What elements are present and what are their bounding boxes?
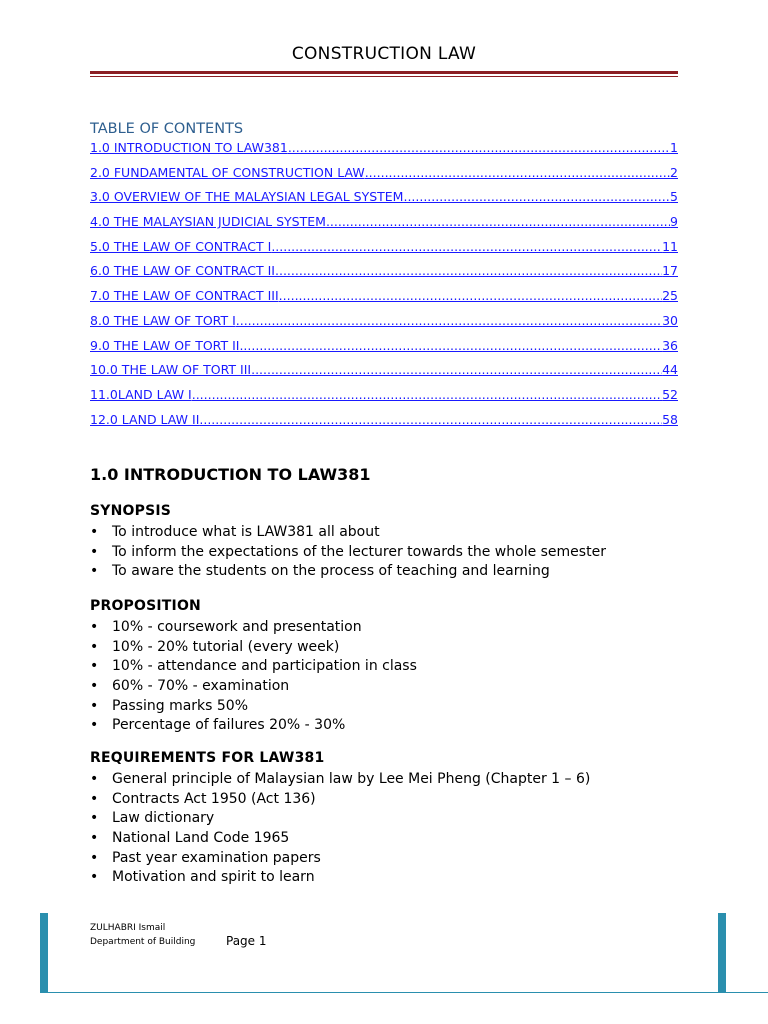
toc-entry-page: 11 <box>662 238 678 254</box>
toc-entry[interactable] <box>90 140 678 165</box>
footer-accent-right <box>718 913 726 993</box>
toc-leader <box>365 165 670 180</box>
toc-leader <box>326 214 670 229</box>
proposition-block <box>90 598 690 736</box>
list-item: • Past year examination papers <box>90 849 690 869</box>
list-item: • 60% - 70% - examination <box>90 677 690 697</box>
footer-accent-left <box>40 913 48 993</box>
title-rule-thin <box>90 76 678 77</box>
list-item: • National Land Code 1965 <box>90 829 690 849</box>
toc-entry[interactable] <box>90 263 678 288</box>
toc-entry[interactable] <box>90 338 678 363</box>
toc-leader <box>403 189 670 204</box>
footer-rule <box>40 992 768 993</box>
proposition-heading: PROPOSITION <box>90 598 201 614</box>
toc-leader <box>251 362 662 377</box>
toc-entry[interactable] <box>90 387 678 412</box>
list-item: • Law dictionary <box>90 809 690 829</box>
toc-entry-page: 1 <box>670 140 678 155</box>
requirements-block <box>90 750 690 888</box>
toc-entry[interactable] <box>90 313 678 338</box>
synopsis-block <box>90 503 690 582</box>
toc-entry-label: 10.0 THE LAW OF TORT III <box>90 362 252 378</box>
document-title: CONSTRUCTION LAW <box>291 44 477 64</box>
toc-entry-page: 44 <box>662 362 678 378</box>
list-item: • Motivation and spirit to learn <box>90 868 690 888</box>
toc-leader <box>239 338 662 353</box>
toc-entry-page: 5 <box>670 189 678 205</box>
synopsis-heading: SYNOPSIS <box>90 503 172 519</box>
toc-entry-label: 11.0LAND LAW I <box>90 386 192 402</box>
toc-entry-page: 9 <box>670 214 678 230</box>
toc-entry-page: 58 <box>662 411 678 427</box>
toc-entry-label: 6.0 THE LAW OF CONTRACT II <box>90 263 275 279</box>
toc-entry-label: 12.0 LAND LAW II <box>90 411 200 427</box>
list-item: • Percentage of failures 20% - 30% <box>90 716 690 736</box>
list-item: • To inform the expectations of the lecturer towards the whole semester <box>90 543 690 563</box>
toc-entry[interactable] <box>90 362 678 387</box>
footer-author: ZULHABRI Ismail <box>90 923 166 933</box>
toc-entry-page: 25 <box>662 288 678 304</box>
list-item: • General principle of Malaysian law by Lee Mei Pheng (Chapter 1 – 6) <box>90 770 690 790</box>
table-of-contents <box>90 140 678 436</box>
synopsis-list <box>90 523 690 582</box>
footer-department: Department of Building <box>90 937 196 947</box>
toc-leader <box>271 239 662 254</box>
toc-leader <box>288 140 670 155</box>
toc-leader <box>192 387 662 402</box>
toc-entry-label: 8.0 THE LAW OF TORT I <box>90 312 236 328</box>
list-item: • 10% - attendance and participation in class <box>90 657 690 677</box>
toc-entry-page: 30 <box>662 312 678 328</box>
toc-heading: TABLE OF CONTENTS <box>90 121 244 137</box>
toc-entry[interactable] <box>90 214 678 239</box>
list-item: • To introduce what is LAW381 all about <box>90 523 690 543</box>
toc-entry[interactable] <box>90 288 678 313</box>
toc-entry-label: 5.0 THE LAW OF CONTRACT I <box>90 238 272 254</box>
list-item: • To aware the students on the process of teaching and learning <box>90 562 690 582</box>
proposition-list <box>90 618 690 736</box>
toc-entry-label: 3.0 OVERVIEW OF THE MALAYSIAN LEGAL SYSTEM <box>90 189 404 205</box>
requirements-list <box>90 770 690 888</box>
list-item: • Passing marks 50% <box>90 697 690 717</box>
section-title: 1.0 INTRODUCTION TO LAW381 <box>90 465 371 484</box>
requirements-heading: REQUIREMENTS FOR LAW381 <box>90 750 325 766</box>
toc-entry-page: 2 <box>670 164 678 180</box>
toc-entry-label: 4.0 THE MALAYSIAN JUDICIAL SYSTEM <box>90 214 326 230</box>
toc-entry[interactable] <box>90 189 678 214</box>
toc-entry[interactable] <box>90 165 678 190</box>
list-item: • 10% - 20% tutorial (every week) <box>90 638 690 658</box>
toc-leader <box>275 263 662 278</box>
toc-entry-page: 36 <box>662 337 678 353</box>
list-item: • Contracts Act 1950 (Act 136) <box>90 790 690 810</box>
toc-leader <box>279 288 662 303</box>
toc-entry-label: 7.0 THE LAW OF CONTRACT III <box>90 288 279 304</box>
title-rule <box>90 71 678 74</box>
toc-entry-label: 1.0 INTRODUCTION TO LAW381 <box>90 140 288 155</box>
toc-entry[interactable] <box>90 239 678 264</box>
toc-entry-page: 52 <box>662 386 678 402</box>
toc-entry[interactable] <box>90 412 678 437</box>
list-item: • 10% - coursework and presentation <box>90 618 690 638</box>
toc-leader <box>199 412 662 427</box>
page-number: Page 1 <box>226 934 267 948</box>
toc-entry-page: 17 <box>662 263 678 279</box>
toc-entry-label: 2.0 FUNDAMENTAL OF CONSTRUCTION LAW <box>90 164 365 180</box>
toc-entry-label: 9.0 THE LAW OF TORT II <box>90 337 240 353</box>
toc-leader <box>236 313 662 328</box>
